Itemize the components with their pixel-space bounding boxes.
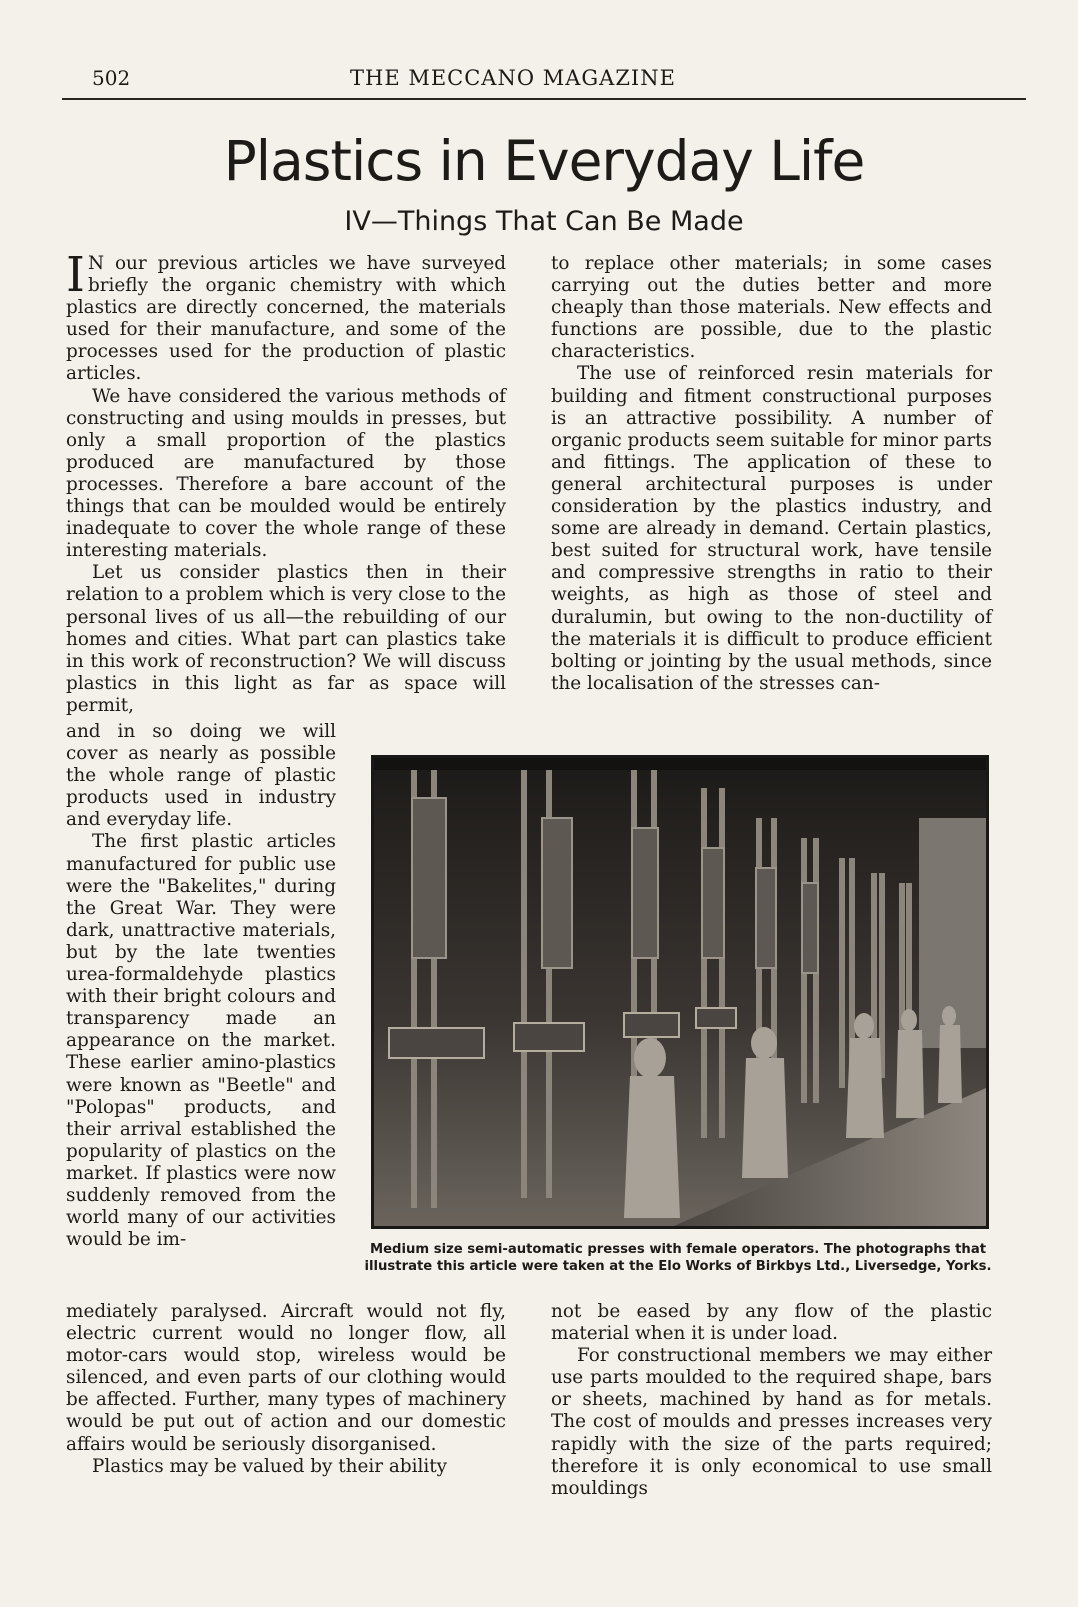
paragraph: to replace other materials; in some cases carrying out the duties better and more cheaply than those materials. New effects and functions are possible, due to the plastic characteristics. [551, 253, 992, 363]
drop-cap: I [66, 247, 85, 303]
paragraph: Let us consider plastics then in their relation to a problem which is very close to the personal lives of us all—the rebuilding of our homes and cities. What part can plastics take in this work of reconstruction? We will discuss plastics in this light as far as space will permit, [66, 562, 506, 716]
column-1-bottom [66, 1301, 506, 1478]
page-number: 502 [92, 66, 131, 90]
paragraph: Plastics may be valued by their ability [92, 1455, 448, 1477]
paragraph: For constructional members we may either use parts moulded to the required shape, bars or sheets, machined by hand as for metals. The cost of moulds and presses increases very rapidly with the size of the parts required; therefore it is only economical to use small mouldings [551, 1345, 992, 1499]
paragraph: and in so doing we will cover as nearly as possible the whole range of plastic products used in industry and everyday life. [66, 721, 336, 831]
column-2-top [551, 253, 992, 695]
magazine-title: THE MECCANO MAGAZINE [350, 66, 676, 90]
column-1-beside-photo [66, 721, 336, 1251]
paragraph: mediately paralysed. Aircraft would not fly, electric current would no longer flow, all motor-cars would stop, wireless would be silenced, and even parts of our clothing would be affected. Further, many types of machinery would be put out of action and our domestic affairs would be seriously disorganised. [66, 1301, 506, 1455]
paragraph [66, 247, 506, 386]
article-subtitle: IV—Things That Can Be Made [344, 206, 744, 237]
paragraph: The first plastic articles manufactured for public use were the "Bakelites," during the Great War. They were dark, unattractive materials, but by the late twenties urea-formaldehyde plastics with their bright colours and transparency made an appearance on the market. These earlier amino-plastics were known as "Beetle" and "Polopas" products, and their arrival established the popularity of plastics on the market. If plastics were now suddenly removed from the world many of our activities would be im- [66, 831, 336, 1251]
paragraph: We have considered the various methods of constructing and using moulds in presses, but only a small proportion of the plastics produced are manufactured by those processes. Therefore a bare account of the things that can be moulded would be entirely inadequate to cover the whole range of these interesting materials. [66, 385, 506, 562]
header-rule [62, 98, 1026, 100]
paragraph: not be eased by any flow of the plastic material when it is under load. [551, 1301, 992, 1345]
presses-illustration [374, 758, 986, 1226]
column-2-bottom [551, 1301, 992, 1500]
factory-photo [371, 755, 989, 1229]
column-1-top [66, 247, 506, 717]
paragraph-text: N our previous articles we have surveyed briefly the organic chemistry with which plastics are directly concerned, the materials used for their manufacture, and some of the processes used for the production of plastic articles. [66, 253, 506, 385]
article-title: Plastics in Everyday Life [223, 129, 865, 193]
paragraph: The use of reinforced resin materials for building and fitment constructional purposes is an attractive possibility. A number of organic products seem suitable for minor parts and fittings. The application of these to general architectural purposes is under consideration by the plastics industry, and some are already in demand. Certain plastics, best suited for structural work, have tensile and compressive strengths in ratio to their weights, as high as those of steel and duralumin, but owing to the non-ductility of the materials it is difficult to produce efficient bolting or jointing by the usual methods, since the localisation of the stresses can- [551, 363, 992, 694]
photo-caption: Medium size semi-automatic presses with female operators. The photographs that illustrate this article were taken at the Elo Works of Birkbys Ltd., Liversedge, Yorks. [364, 1242, 992, 1274]
